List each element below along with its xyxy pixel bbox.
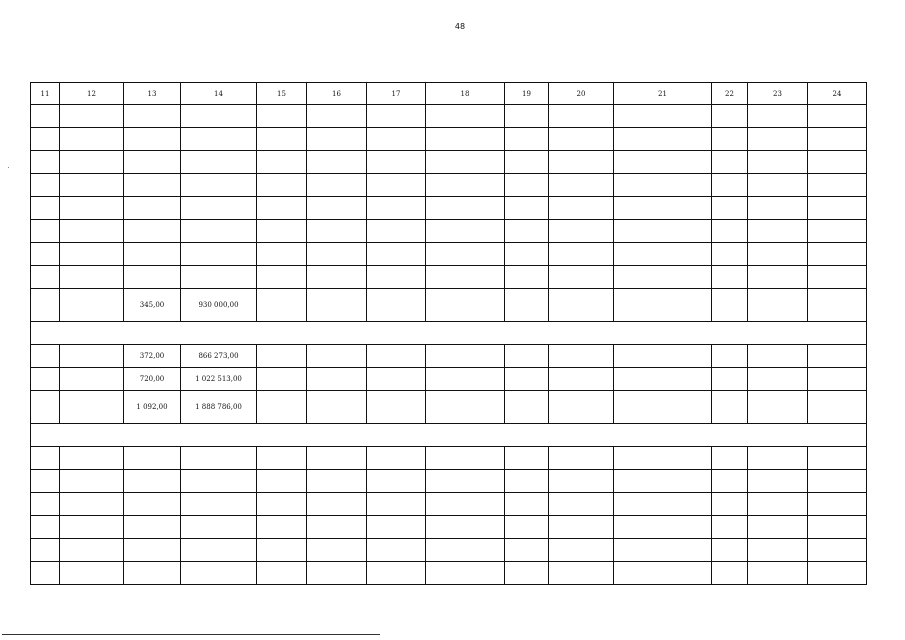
- table-row: [31, 345, 867, 368]
- cell-col-15: [257, 220, 307, 243]
- cell-col-24: [808, 128, 867, 151]
- cell-col-17: [367, 151, 426, 174]
- cell-col-16: [307, 447, 367, 470]
- cell-col-18: [426, 345, 505, 368]
- cell-col-21: [614, 368, 712, 391]
- cell-col-20: [549, 539, 614, 562]
- table-row: [31, 368, 867, 391]
- cell-col-19: [505, 105, 549, 128]
- cell-col-15: [257, 128, 307, 151]
- cell-col-24: [808, 516, 867, 539]
- cell-col-13: [124, 516, 181, 539]
- cell-col-11: [31, 493, 60, 516]
- cell-col-22: [712, 470, 748, 493]
- table-row: [31, 220, 867, 243]
- cell-col-17: [367, 266, 426, 289]
- cell-col-16: [307, 197, 367, 220]
- cell-col-21: [614, 345, 712, 368]
- cell-col-21: [614, 151, 712, 174]
- cell-col-21: [614, 197, 712, 220]
- cell-col-20: [549, 266, 614, 289]
- column-header-19: 19: [505, 83, 549, 105]
- cell-col-24: [808, 289, 867, 322]
- cell-col-12: [60, 289, 124, 322]
- cell-col-15: [257, 493, 307, 516]
- separator-cell: [31, 322, 867, 345]
- cell-col-18: [426, 470, 505, 493]
- cell-col-20: [549, 368, 614, 391]
- cell-col-13: [124, 128, 181, 151]
- cell-col-22: [712, 151, 748, 174]
- cell-col-13: [124, 470, 181, 493]
- cell-col-12: [60, 266, 124, 289]
- cell-col-13: [124, 562, 181, 585]
- cell-col-24: [808, 345, 867, 368]
- cell-col-18: [426, 562, 505, 585]
- cell-col-19: [505, 174, 549, 197]
- cell-col-20: [549, 174, 614, 197]
- cell-col-21: [614, 562, 712, 585]
- cell-col-19: [505, 562, 549, 585]
- cell-col-16: [307, 105, 367, 128]
- cell-col-15: [257, 266, 307, 289]
- cell-col-21: [614, 391, 712, 424]
- cell-col-21: [614, 447, 712, 470]
- cell-col-13: 1 092,00: [124, 391, 181, 424]
- cell-col-12: [60, 493, 124, 516]
- cell-col-23: [748, 128, 808, 151]
- table-row: [31, 174, 867, 197]
- cell-col-12: [60, 197, 124, 220]
- cell-col-22: [712, 289, 748, 322]
- table-body: [31, 105, 867, 585]
- cell-col-16: [307, 368, 367, 391]
- cell-col-22: [712, 368, 748, 391]
- cell-col-20: [549, 289, 614, 322]
- separator-row: [31, 424, 867, 447]
- column-header-11: 11: [31, 83, 60, 105]
- cell-col-13: [124, 197, 181, 220]
- cell-col-14: 1 888 786,00: [181, 391, 257, 424]
- cell-col-13: [124, 174, 181, 197]
- cell-col-11: [31, 220, 60, 243]
- cell-col-15: [257, 516, 307, 539]
- cell-col-15: [257, 289, 307, 322]
- cell-col-13: [124, 220, 181, 243]
- cell-col-12: [60, 174, 124, 197]
- cell-col-18: [426, 493, 505, 516]
- cell-col-18: [426, 289, 505, 322]
- cell-col-23: [748, 266, 808, 289]
- cell-col-12: [60, 539, 124, 562]
- cell-col-20: [549, 345, 614, 368]
- cell-col-15: [257, 391, 307, 424]
- cell-col-13: 372,00: [124, 345, 181, 368]
- cell-col-17: [367, 128, 426, 151]
- cell-col-13: [124, 243, 181, 266]
- table-row: [31, 562, 867, 585]
- cell-col-12: [60, 368, 124, 391]
- cell-col-15: [257, 470, 307, 493]
- cell-col-13: 720,00: [124, 368, 181, 391]
- cell-col-16: [307, 470, 367, 493]
- cell-col-14: [181, 243, 257, 266]
- cell-col-21: [614, 105, 712, 128]
- cell-col-22: [712, 243, 748, 266]
- cell-col-21: [614, 243, 712, 266]
- column-header-15: 15: [257, 83, 307, 105]
- cell-col-11: [31, 516, 60, 539]
- stray-mark: [8, 167, 9, 168]
- cell-col-23: [748, 562, 808, 585]
- cell-col-12: [60, 128, 124, 151]
- cell-col-16: [307, 391, 367, 424]
- cell-col-13: [124, 266, 181, 289]
- cell-col-18: [426, 151, 505, 174]
- cell-col-18: [426, 197, 505, 220]
- table-row: [31, 197, 867, 220]
- cell-col-19: [505, 470, 549, 493]
- cell-col-23: [748, 516, 808, 539]
- cell-col-20: [549, 128, 614, 151]
- cell-col-12: [60, 105, 124, 128]
- cell-col-18: [426, 243, 505, 266]
- table-row: [31, 447, 867, 470]
- cell-col-15: [257, 243, 307, 266]
- cell-col-11: [31, 539, 60, 562]
- cell-col-18: [426, 105, 505, 128]
- column-header-21: 21: [614, 83, 712, 105]
- cell-col-16: [307, 493, 367, 516]
- cell-col-15: [257, 197, 307, 220]
- cell-col-11: [31, 447, 60, 470]
- cell-col-19: [505, 391, 549, 424]
- cell-col-17: [367, 516, 426, 539]
- column-header-24: 24: [808, 83, 867, 105]
- cell-col-24: [808, 562, 867, 585]
- cell-col-18: [426, 368, 505, 391]
- cell-col-23: [748, 345, 808, 368]
- cell-col-14: 930 000,00: [181, 289, 257, 322]
- cell-col-14: [181, 493, 257, 516]
- cell-col-14: [181, 220, 257, 243]
- column-header-13: 13: [124, 83, 181, 105]
- cell-col-14: [181, 470, 257, 493]
- cell-col-22: [712, 447, 748, 470]
- cell-col-16: [307, 562, 367, 585]
- cell-col-19: [505, 266, 549, 289]
- cell-col-23: [748, 391, 808, 424]
- cell-col-23: [748, 447, 808, 470]
- cell-col-21: [614, 539, 712, 562]
- cell-col-19: [505, 345, 549, 368]
- cell-col-23: [748, 151, 808, 174]
- cell-col-24: [808, 174, 867, 197]
- cell-col-14: [181, 516, 257, 539]
- cell-col-16: [307, 289, 367, 322]
- cell-col-23: [748, 197, 808, 220]
- cell-col-22: [712, 516, 748, 539]
- cell-col-17: [367, 345, 426, 368]
- table-row: [31, 470, 867, 493]
- cell-col-22: [712, 391, 748, 424]
- cell-col-14: [181, 539, 257, 562]
- cell-col-15: [257, 151, 307, 174]
- cell-col-24: [808, 266, 867, 289]
- cell-col-12: [60, 516, 124, 539]
- cell-col-24: [808, 243, 867, 266]
- cell-col-14: [181, 151, 257, 174]
- cell-col-17: [367, 197, 426, 220]
- table-row: [31, 266, 867, 289]
- cell-col-18: [426, 174, 505, 197]
- cell-col-11: [31, 266, 60, 289]
- cell-col-23: [748, 220, 808, 243]
- column-header-14: 14: [181, 83, 257, 105]
- cell-col-19: [505, 197, 549, 220]
- cell-col-22: [712, 174, 748, 197]
- cell-col-18: [426, 266, 505, 289]
- cell-col-13: [124, 447, 181, 470]
- column-header-17: 17: [367, 83, 426, 105]
- cell-col-13: [124, 539, 181, 562]
- cell-col-20: [549, 391, 614, 424]
- cell-col-22: [712, 105, 748, 128]
- cell-col-14: 866 273,00: [181, 345, 257, 368]
- cell-col-23: [748, 174, 808, 197]
- cell-col-16: [307, 128, 367, 151]
- table-row: [31, 243, 867, 266]
- cell-col-16: [307, 174, 367, 197]
- cell-col-20: [549, 516, 614, 539]
- cell-col-23: [748, 368, 808, 391]
- cell-col-20: [549, 105, 614, 128]
- cell-col-22: [712, 345, 748, 368]
- cell-col-12: [60, 151, 124, 174]
- cell-col-12: [60, 562, 124, 585]
- table-header-row: [31, 83, 867, 105]
- cell-col-12: [60, 391, 124, 424]
- cell-col-11: [31, 128, 60, 151]
- cell-col-19: [505, 539, 549, 562]
- cell-col-21: [614, 220, 712, 243]
- cell-col-24: [808, 197, 867, 220]
- cell-col-11: [31, 289, 60, 322]
- cell-col-14: [181, 266, 257, 289]
- cell-col-11: [31, 243, 60, 266]
- cell-col-17: [367, 243, 426, 266]
- cell-col-19: [505, 243, 549, 266]
- cell-col-20: [549, 151, 614, 174]
- cell-col-17: [367, 174, 426, 197]
- cell-col-15: [257, 345, 307, 368]
- cell-col-20: [549, 470, 614, 493]
- cell-col-11: [31, 174, 60, 197]
- cell-col-11: [31, 391, 60, 424]
- cell-col-15: [257, 562, 307, 585]
- cell-col-19: [505, 516, 549, 539]
- table-row: [31, 289, 867, 322]
- column-header-18: 18: [426, 83, 505, 105]
- cell-col-19: [505, 151, 549, 174]
- cell-col-21: [614, 266, 712, 289]
- cell-col-16: [307, 539, 367, 562]
- cell-col-22: [712, 562, 748, 585]
- cell-col-14: 1 022 513,00: [181, 368, 257, 391]
- cell-col-11: [31, 197, 60, 220]
- cell-col-20: [549, 197, 614, 220]
- cell-col-16: [307, 151, 367, 174]
- cell-col-17: [367, 105, 426, 128]
- cell-col-18: [426, 447, 505, 470]
- cell-col-18: [426, 220, 505, 243]
- cell-col-14: [181, 105, 257, 128]
- cell-col-13: [124, 105, 181, 128]
- cell-col-15: [257, 105, 307, 128]
- cell-col-14: [181, 174, 257, 197]
- table-row: [31, 516, 867, 539]
- cell-col-11: [31, 368, 60, 391]
- cell-col-14: [181, 128, 257, 151]
- cell-col-17: [367, 220, 426, 243]
- cell-col-19: [505, 493, 549, 516]
- cell-col-13: 345,00: [124, 289, 181, 322]
- cell-col-22: [712, 539, 748, 562]
- cell-col-20: [549, 493, 614, 516]
- cell-col-21: [614, 516, 712, 539]
- cell-col-17: [367, 470, 426, 493]
- cell-col-24: [808, 447, 867, 470]
- cell-col-18: [426, 539, 505, 562]
- cell-col-13: [124, 151, 181, 174]
- cell-col-23: [748, 493, 808, 516]
- cell-col-23: [748, 289, 808, 322]
- cell-col-24: [808, 105, 867, 128]
- cell-col-24: [808, 493, 867, 516]
- cell-col-12: [60, 470, 124, 493]
- cell-col-24: [808, 391, 867, 424]
- data-table: [30, 82, 867, 585]
- page-number: 48: [454, 22, 466, 31]
- cell-col-11: [31, 151, 60, 174]
- cell-col-16: [307, 345, 367, 368]
- cell-col-16: [307, 243, 367, 266]
- cell-col-17: [367, 289, 426, 322]
- cell-col-11: [31, 470, 60, 493]
- cell-col-15: [257, 447, 307, 470]
- cell-col-19: [505, 289, 549, 322]
- cell-col-11: [31, 562, 60, 585]
- cell-col-12: [60, 345, 124, 368]
- cell-col-17: [367, 539, 426, 562]
- cell-col-14: [181, 447, 257, 470]
- cell-col-24: [808, 539, 867, 562]
- cell-col-23: [748, 105, 808, 128]
- cell-col-19: [505, 220, 549, 243]
- cell-col-23: [748, 470, 808, 493]
- table-row: [31, 128, 867, 151]
- cell-col-12: [60, 447, 124, 470]
- column-header-16: 16: [307, 83, 367, 105]
- cell-col-17: [367, 368, 426, 391]
- cell-col-17: [367, 391, 426, 424]
- cell-col-22: [712, 220, 748, 243]
- table-row: [31, 105, 867, 128]
- cell-col-15: [257, 368, 307, 391]
- cell-col-16: [307, 516, 367, 539]
- cell-col-21: [614, 289, 712, 322]
- cell-col-20: [549, 562, 614, 585]
- cell-col-23: [748, 539, 808, 562]
- cell-col-18: [426, 516, 505, 539]
- cell-col-17: [367, 447, 426, 470]
- table-row: [31, 391, 867, 424]
- table-row: [31, 539, 867, 562]
- cell-col-15: [257, 174, 307, 197]
- cell-col-21: [614, 174, 712, 197]
- cell-col-22: [712, 128, 748, 151]
- column-header-20: 20: [549, 83, 614, 105]
- cell-col-17: [367, 562, 426, 585]
- cell-col-24: [808, 470, 867, 493]
- cell-col-13: [124, 493, 181, 516]
- column-header-22: 22: [712, 83, 748, 105]
- cell-col-16: [307, 220, 367, 243]
- table-row: [31, 493, 867, 516]
- cell-col-23: [748, 243, 808, 266]
- cell-col-24: [808, 151, 867, 174]
- column-header-23: 23: [748, 83, 808, 105]
- cell-col-17: [367, 493, 426, 516]
- cell-col-20: [549, 447, 614, 470]
- cell-col-22: [712, 197, 748, 220]
- column-header-12: 12: [60, 83, 124, 105]
- separator-row: [31, 322, 867, 345]
- cell-col-22: [712, 266, 748, 289]
- cell-col-21: [614, 493, 712, 516]
- cell-col-21: [614, 470, 712, 493]
- cell-col-19: [505, 368, 549, 391]
- cell-col-16: [307, 266, 367, 289]
- cell-col-22: [712, 493, 748, 516]
- table-row: [31, 151, 867, 174]
- cell-col-24: [808, 368, 867, 391]
- separator-cell: [31, 424, 867, 447]
- cell-col-20: [549, 220, 614, 243]
- cell-col-15: [257, 539, 307, 562]
- cell-col-20: [549, 243, 614, 266]
- cell-col-24: [808, 220, 867, 243]
- cell-col-12: [60, 220, 124, 243]
- cell-col-21: [614, 128, 712, 151]
- cell-col-14: [181, 197, 257, 220]
- cell-col-11: [31, 345, 60, 368]
- cell-col-11: [31, 105, 60, 128]
- cell-col-18: [426, 128, 505, 151]
- cell-col-19: [505, 447, 549, 470]
- cell-col-18: [426, 391, 505, 424]
- cell-col-12: [60, 243, 124, 266]
- cell-col-14: [181, 562, 257, 585]
- cell-col-19: [505, 128, 549, 151]
- bottom-rule: [2, 634, 380, 635]
